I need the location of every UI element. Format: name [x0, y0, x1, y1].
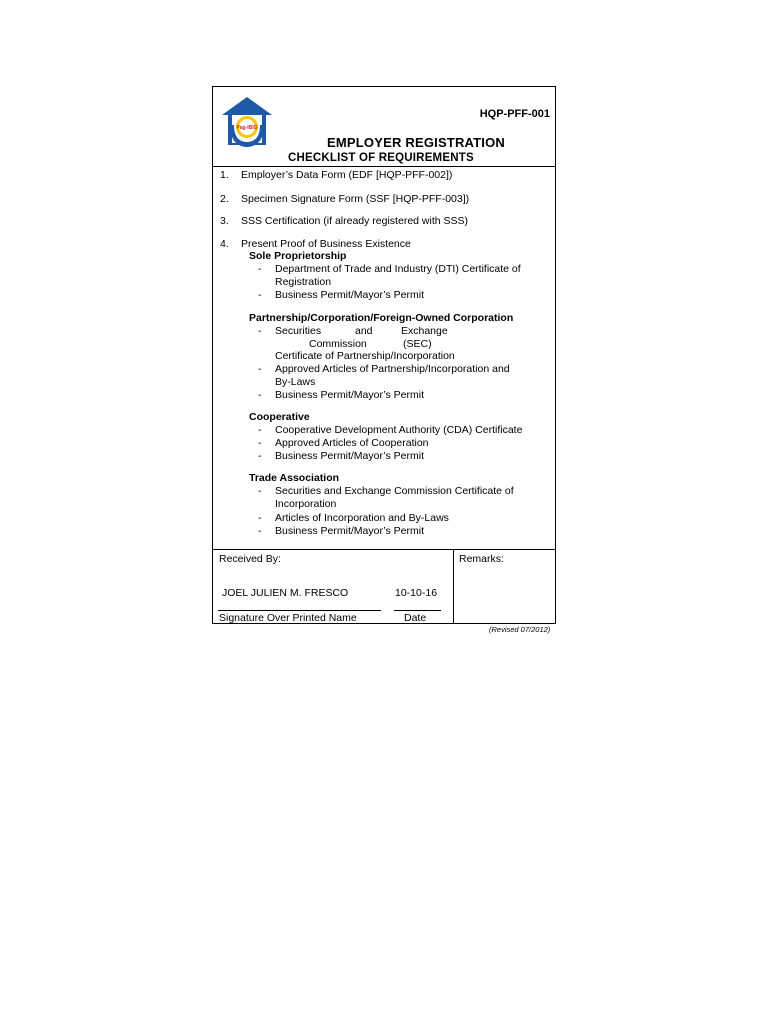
dash: - — [258, 437, 262, 449]
partnership-req-1-word: Exchange — [401, 325, 448, 337]
dash: - — [258, 289, 262, 301]
received-by-name: JOEL JULIEN M. FRESCO — [222, 587, 349, 599]
form-footer — [213, 549, 555, 624]
sole-heading: Sole Proprietorship — [249, 250, 347, 262]
partnership-req-3: Business Permit/Mayor’s Permit — [275, 389, 424, 401]
dash: - — [258, 325, 262, 337]
revision-note: (Revised 07/2012) — [489, 625, 551, 634]
item-4-number: 4. — [220, 238, 229, 250]
partnership-req-2: Approved Articles of Partnership/Incorporation and — [275, 363, 510, 375]
trade-heading: Trade Association — [249, 472, 340, 484]
received-date: 10-10-16 — [395, 587, 438, 599]
item-3-number: 3. — [220, 215, 229, 227]
pag-ibig-logo — [220, 95, 274, 151]
sole-req-2: Business Permit/Mayor’s Permit — [275, 289, 424, 301]
trade-req-3: Business Permit/Mayor’s Permit — [275, 525, 424, 537]
footer-divider — [453, 550, 454, 624]
item-1-text: Employer’s Data Form (EDF [HQP-PFF-002]) — [241, 169, 453, 181]
sole-req-1: Department of Trade and Industry (DTI) Certificate of — [275, 263, 521, 275]
form-header — [213, 87, 555, 167]
trade-req-1-cont: Incorporation — [275, 498, 337, 510]
partnership-req-1-cont: Certificate of Partnership/Incorporation — [275, 350, 455, 362]
coop-req-2: Approved Articles of Cooperation — [275, 437, 429, 449]
signature-label: Signature Over Printed Name — [219, 612, 357, 624]
dash: - — [258, 424, 262, 436]
coop-heading: Cooperative — [249, 411, 310, 423]
date-line — [394, 610, 441, 611]
dash: - — [258, 263, 262, 275]
dash: - — [258, 485, 262, 497]
partnership-req-1-word: Commission — [309, 338, 367, 350]
partnership-req-1-word: (SEC) — [403, 338, 432, 350]
item-2-number: 2. — [220, 193, 229, 205]
coop-req-1: Cooperative Development Authority (CDA) Certificate — [275, 424, 523, 436]
item-4-text: Present Proof of Business Existence — [241, 238, 411, 250]
form-subtitle: CHECKLIST OF REQUIREMENTS — [288, 152, 474, 164]
trade-req-1: Securities and Exchange Commission Certificate of — [275, 485, 514, 497]
item-2-text: Specimen Signature Form (SSF [HQP-PFF-003]) — [241, 193, 470, 205]
dash: - — [258, 363, 262, 375]
item-3-text: SSS Certification (if already registered with SSS) — [241, 215, 469, 227]
registration-form — [212, 86, 556, 624]
partnership-req-2-cont: By-Laws — [275, 376, 316, 388]
trade-req-2: Articles of Incorporation and By-Laws — [275, 512, 449, 524]
coop-req-3: Business Permit/Mayor’s Permit — [275, 450, 424, 462]
dash: - — [258, 525, 262, 537]
dash: - — [258, 450, 262, 462]
partnership-heading: Partnership/Corporation/Foreign-Owned Corporation — [249, 312, 514, 324]
sole-req-1-cont: Registration — [275, 276, 332, 288]
date-label: Date — [404, 612, 427, 624]
dash: - — [258, 389, 262, 401]
requirements-list — [213, 167, 555, 548]
partnership-req-1-word: and — [355, 325, 373, 337]
partnership-req-1-word: Securities — [275, 325, 322, 337]
signature-line — [218, 610, 381, 611]
item-1-number: 1. — [220, 169, 229, 181]
received-by-label: Received By: — [219, 553, 281, 565]
form-code: HQP-PFF-001 — [479, 108, 550, 120]
form-title: EMPLOYER REGISTRATION — [327, 135, 506, 150]
dash: - — [258, 512, 262, 524]
remarks-label: Remarks: — [459, 553, 504, 565]
logo-text: Pag-IBIG — [236, 125, 258, 131]
